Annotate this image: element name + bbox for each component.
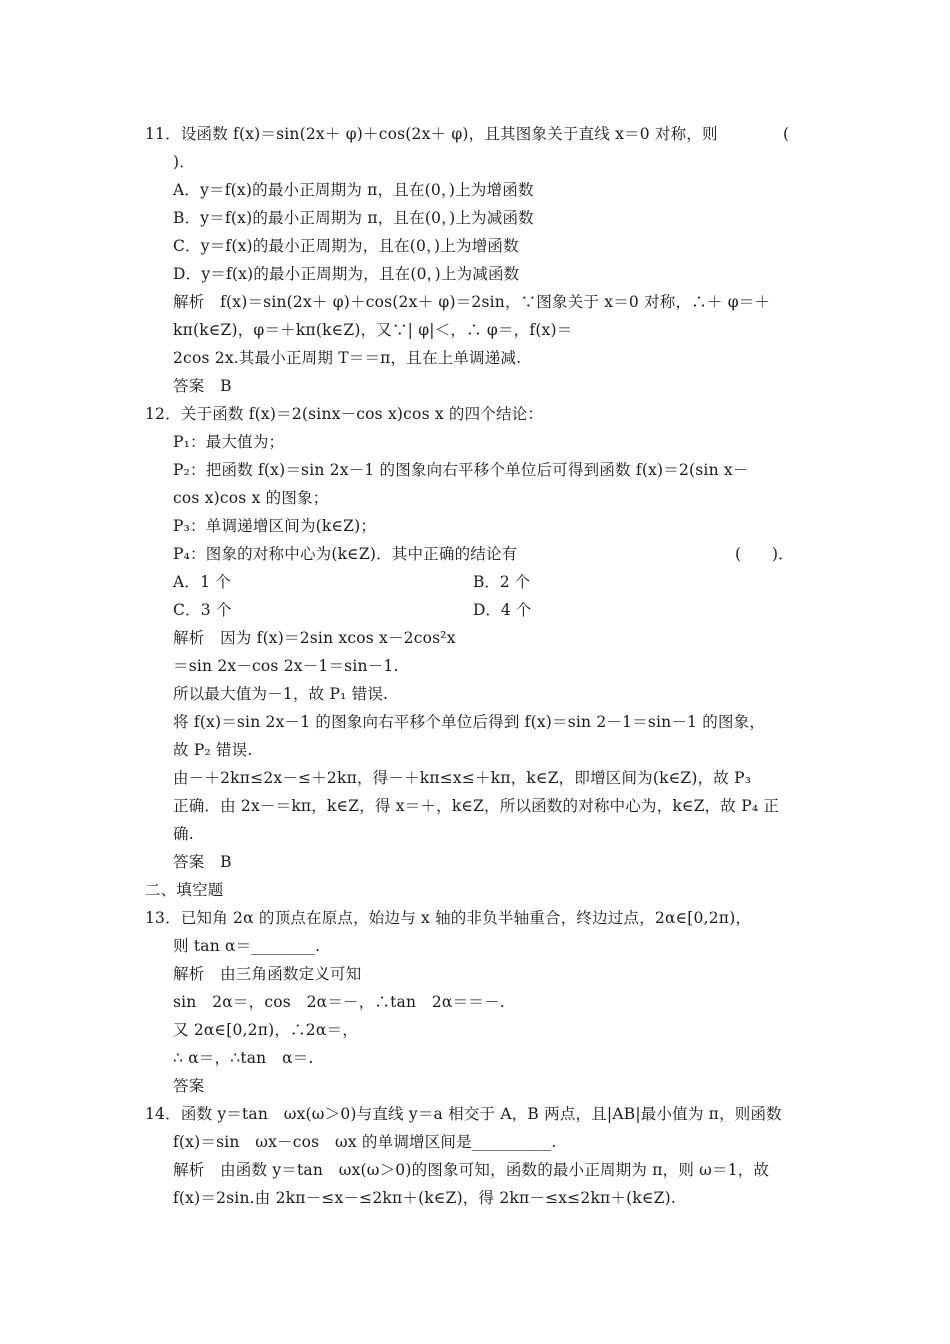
q12-solution-line-4: 将 f(x)＝sin 2x－1 的图象向右平移个单位后得到 f(x)＝sin 2－1＝sin－1 的图象， [173,713,766,731]
q14-stem-line-2: f(x)＝sin ωx－cos ωx 的单调增区间是__________. [173,1133,557,1151]
q12-option-c: C．3 个 [173,601,232,619]
q12-statement-p4: P₄：图象的对称中心为(k∈Z)．其中正确的结论有 [173,545,518,563]
q12-option-d: D．4 个 [473,601,532,619]
q11-solution-line-2: kπ(k∈Z)，φ＝＋kπ(k∈Z)，又∵| φ|＜，∴ φ＝，f(x)＝ [173,321,573,339]
q12-answer: 答案 B [173,853,232,871]
q12-statement-p2-line-2: cos x)cos x 的图象； [173,489,329,507]
q12-statement-p3: P₃：单调递增区间为(k∈Z)； [173,517,377,535]
q13-solution-line-4: ∴ α＝，∴tan α＝. [173,1049,314,1067]
q13-stem-line-1: 13．已知角 2α 的顶点在原点，始边与 x 轴的非负半轴重合，终边过点，2α∈[0,2π)， [145,909,752,927]
q12-solution-line-7: 正确．由 2x－＝kπ，k∈Z，得 x＝＋，k∈Z，所以函数的对称中心为，k∈Z，故 P₄ 正 [173,797,780,815]
q12-solution-line-1: 解析 因为 f(x)＝2sin xcos x－2cos²x [173,629,456,647]
q12-statement-p1: P₁：最大值为； [173,433,285,451]
q12-solution-line-8: 确. [173,825,194,843]
q11-stem-line-2: )． [173,153,195,171]
q11-solution-line-1: 解析 f(x)＝sin(2x＋ φ)＋cos(2x＋ φ)＝2sin，∵图象关于 x＝0 对称，∴＋ φ＝＋ [173,293,771,311]
q11-answer-paren: ( [783,125,790,143]
q11-solution-line-3: 2cos 2x.其最小正周期 T＝＝π，且在上单调递减. [173,349,522,367]
section-title: 二、填空题 [145,881,224,899]
q14-solution-line-2: f(x)＝2sin.由 2kπ－≤x－≤2kπ＋(k∈Z)，得 2kπ－≤x≤2kπ＋(k∈Z). [173,1189,676,1207]
q12-option-b: B．2 个 [473,573,531,591]
q13-solution-line-1: 解析 由三角函数定义可知 [173,965,362,983]
q14-solution-line-1: 解析 由函数 y＝tan ωx(ω＞0)的图象可知，函数的最小正周期为 π，则 ω＝1，故 [173,1161,770,1179]
q12-solution-line-6: 由－＋2kπ≤2x－≤＋2kπ，得－＋kπ≤x≤＋kπ，k∈Z，即增区间为(k∈Z)，故 P₃ [173,769,752,787]
q14-stem-line-1: 14．函数 y＝tan ωx(ω＞0)与直线 y＝a 相交于 A，B 两点，且|AB|最小值为 π，则函数 [145,1105,782,1123]
q11-stem-line-1: 11．设函数 f(x)＝sin(2x＋ φ)＋cos(2x＋ φ)，且其图象关于直线 x＝0 对称，则 [145,125,718,143]
q12-answer-paren: ( )． [735,545,794,563]
q12-solution-line-2: ＝sin 2x－cos 2x－1＝sin－1. [173,657,399,675]
q13-solution-line-2: sin 2α＝，cos 2α＝－，∴tan 2α＝＝－. [173,993,505,1011]
q12-stem: 12．关于函数 f(x)＝2(sinx－cos x)cos x 的四个结论： [145,405,544,423]
q13-stem-line-2: 则 tan α＝________. [173,937,321,955]
q12-option-a: A．1 个 [173,573,231,591]
q12-solution-line-5: 故 P₂ 错误. [173,741,253,759]
q11-option-b: B．y＝f(x)的最小正周期为 π，且在(0，)上为减函数 [173,209,534,227]
q11-answer: 答案 B [173,377,232,395]
q13-answer: 答案 [173,1077,205,1095]
q11-option-c: C．y＝f(x)的最小正周期为，且在(0，)上为增函数 [173,237,519,255]
q11-option-d: D．y＝f(x)的最小正周期为，且在(0，)上为减函数 [173,265,520,283]
q13-solution-line-3: 又 2α∈[0,2π)，∴2α＝， [173,1021,358,1039]
q12-statement-p2-line-1: P₂：把函数 f(x)＝sin 2x－1 的图象向右平移个单位后可得到函数 f(x)＝2(sin x－ [173,461,749,479]
q12-solution-line-3: 所以最大值为－1，故 P₁ 错误. [173,685,389,703]
q11-option-a: A．y＝f(x)的最小正周期为 π，且在(0，)上为增函数 [173,181,534,199]
